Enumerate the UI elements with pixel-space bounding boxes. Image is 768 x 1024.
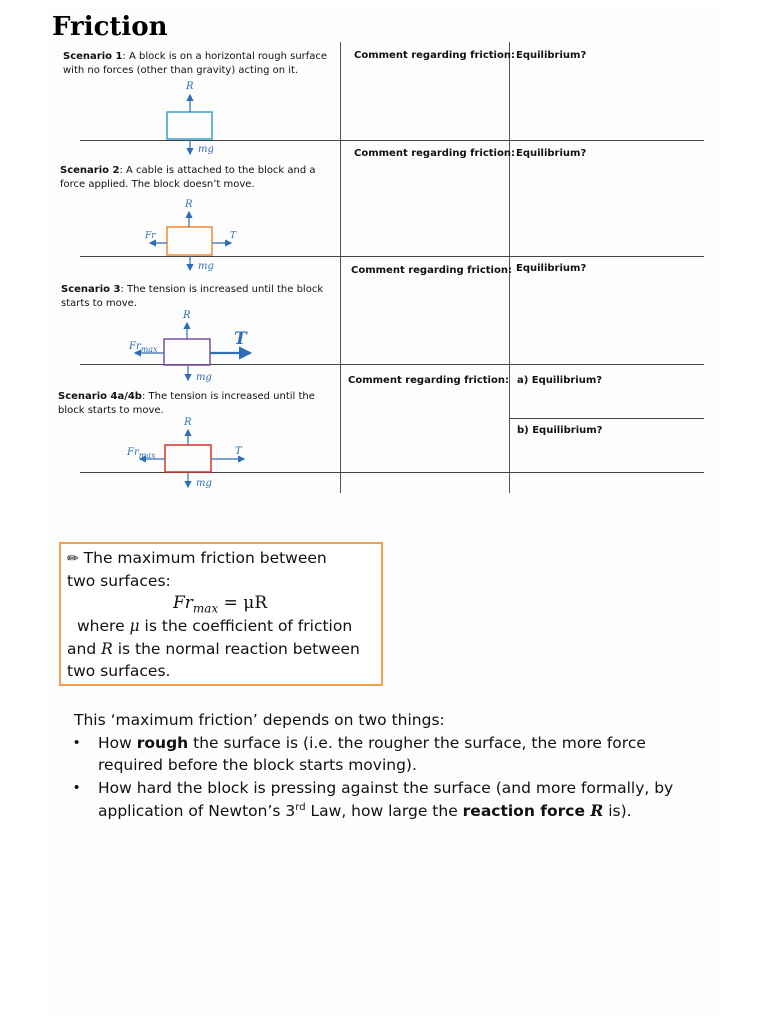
infobox-line-4: and R is the normal reaction between bbox=[67, 640, 360, 658]
equilibrium-label-2: Equilibrium? bbox=[516, 148, 587, 159]
bullet-2-line-1: How hard the block is pressing against the surface (and more formally, by bbox=[98, 779, 674, 797]
bullet-2-line-2: application of Newton’s 3rd Law, how large the reaction force R is). bbox=[98, 801, 632, 820]
friction-label-2: Fr bbox=[145, 231, 156, 241]
block-1 bbox=[167, 112, 212, 139]
equilibrium-label-3: Equilibrium? bbox=[516, 263, 587, 274]
bullet-dot-1: • bbox=[74, 734, 80, 751]
infobox-line-1: The maximum friction between bbox=[83, 549, 327, 567]
weight-label-2: mg bbox=[198, 261, 214, 272]
reaction-label-1: R bbox=[186, 81, 194, 92]
explanation-intro: This ‘maximum friction’ depends on two things: bbox=[74, 711, 445, 729]
pencil-icon: ✏ bbox=[67, 551, 79, 567]
scenario-4-text: Scenario 4a/4b: The tension is increased until the block starts to move. bbox=[58, 391, 315, 416]
comment-label-4: Comment regarding friction: bbox=[348, 375, 509, 386]
reaction-label-2: R bbox=[185, 199, 193, 210]
scenario-3-text: Scenario 3: The tension is increased until the block starts to move. bbox=[61, 284, 324, 309]
equilibrium-b-label: b) Equilibrium? bbox=[517, 425, 603, 436]
equilibrium-label-1: Equilibrium? bbox=[516, 50, 587, 61]
tension-label-4: T bbox=[235, 446, 242, 457]
infobox-line-3: where μ is the coefficient of friction bbox=[77, 617, 353, 635]
tension-label-3: T bbox=[234, 329, 247, 349]
comment-label-2: Comment regarding friction: bbox=[354, 148, 515, 159]
block-4 bbox=[165, 445, 211, 472]
reaction-label-4: R bbox=[184, 417, 192, 428]
infobox-line-5: two surfaces. bbox=[67, 662, 171, 680]
equilibrium-a-label: a) Equilibrium? bbox=[517, 375, 603, 386]
max-friction-infobox bbox=[59, 542, 383, 686]
weight-label-3: mg bbox=[196, 372, 212, 383]
friction-formula: $Fr_{max} = \mu R$ bbox=[173, 593, 268, 616]
block-3 bbox=[164, 339, 210, 365]
friction-max-label-4: $Fr_{max}$ bbox=[127, 447, 156, 460]
bullet-dot-2: • bbox=[74, 779, 80, 796]
weight-label-4: mg bbox=[196, 478, 212, 489]
scenario-1-diagram bbox=[0, 0, 768, 500]
weight-label-1: mg bbox=[198, 144, 214, 155]
scenario-2-text: Scenario 2: A cable is attached to the block and a force applied. The block doesn’t move. bbox=[60, 165, 316, 190]
infobox-line-2: two surfaces: bbox=[67, 572, 171, 590]
comment-label-3: Comment regarding friction: bbox=[351, 265, 512, 276]
bullet-1-line-1: How rough the surface is (i.e. the rougher the surface, the more force bbox=[98, 734, 646, 752]
comment-label-1: Comment regarding friction: bbox=[354, 50, 515, 61]
tension-label-2: T bbox=[230, 231, 237, 241]
block-2 bbox=[167, 227, 212, 255]
reaction-label-3: R bbox=[183, 310, 191, 321]
page-title: Friction bbox=[52, 12, 168, 42]
bullet-1-line-2: required before the block starts moving). bbox=[98, 756, 417, 774]
friction-max-label-3: $Fr_{max}$ bbox=[129, 341, 158, 354]
scenario-1-text: Scenario 1: A block is on a horizontal rough surface with no forces (other than gravity) acting on it. bbox=[63, 51, 328, 76]
